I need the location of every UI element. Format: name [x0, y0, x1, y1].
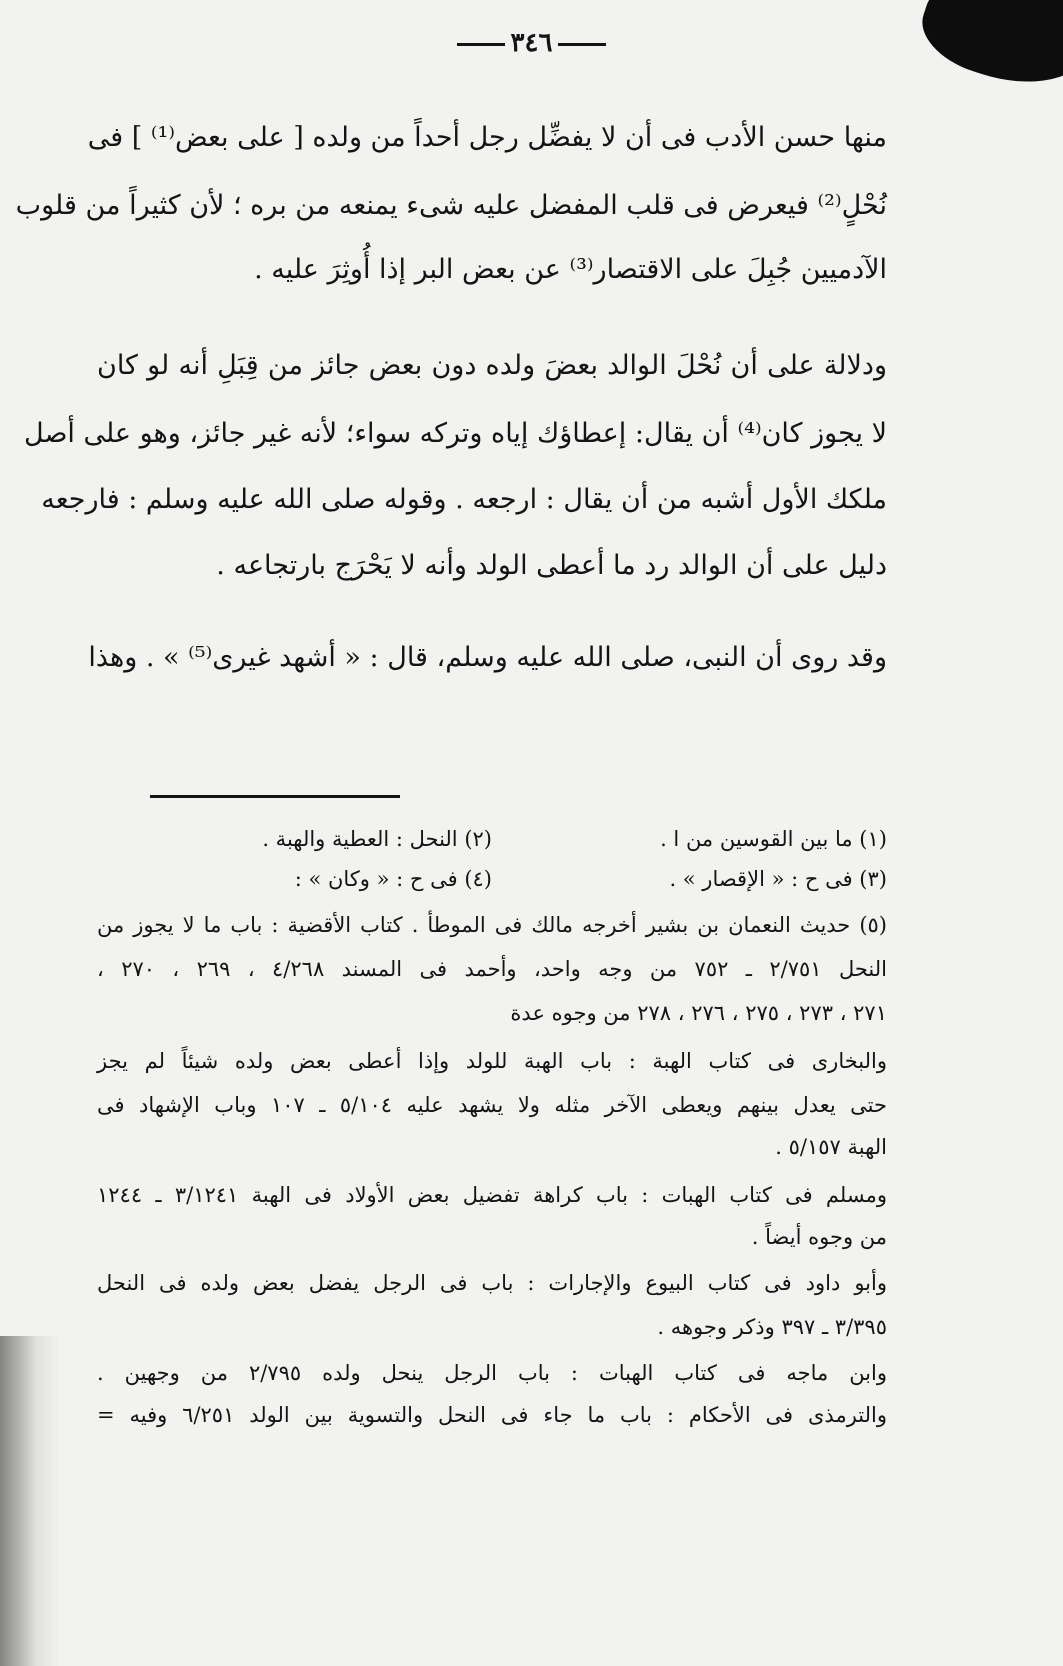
- main-line: ودلالة على أن نُحْلَ الوالد بعضَ ولده دون بعض جائز من قِبَلِ أنه لو كان: [97, 350, 887, 381]
- footnote-line: النحل ٢/٧٥١ ـ ٧٥٢ من وجه واحد، وأحمد فى المسند ٤/٢٦٨ ، ٢٦٩ ، ٢٧٠ ،: [97, 957, 887, 981]
- footnote-row: [97, 822, 887, 856]
- footnote-line: والترمذى فى الأحكام : باب ما جاء فى النحل والتسوية بين الولد ٦/٢٥١ وفيه =: [97, 1403, 887, 1427]
- footnote-line: من وجوه أيضاً .: [751, 1225, 887, 1249]
- main-line: دليل على أن الوالد رد ما أعطى الولد وأنه لا يَحْرَج بارتجاعه .: [216, 550, 887, 581]
- footnote-row: [97, 862, 887, 896]
- footnote-line: ومسلم فى كتاب الهبات : باب كراهة تفضيل بعض الأولاد فى الهبة ٣/١٢٤١ ـ ١٢٤٤: [97, 1183, 887, 1207]
- footnote-3: (٣) فى ح : « الإقصار » .: [669, 867, 887, 891]
- footnote-line: ٢٧١ ، ٢٧٣ ، ٢٧٥ ، ٢٧٦ ، ٢٧٨ من وجوه عدة: [510, 1001, 887, 1025]
- footnote-separator: [150, 795, 400, 798]
- footnote-line: وابن ماجه فى كتاب الهبات : باب الرجل ينحل ولده ٢/٧٩٥ من وجهين .: [97, 1361, 887, 1385]
- main-line: منها حسن الأدب فى أن لا يفضِّل رجل أحداً من ولده [ على بعض⁽¹⁾ ] فى: [87, 122, 887, 153]
- footnote-2: (٢) النحل : العطية والهبة .: [262, 827, 492, 851]
- footnote-line: الهبة ٥/١٥٧ .: [775, 1135, 887, 1159]
- scan-edge-shadow: [0, 1336, 60, 1666]
- page-number: [0, 28, 1063, 58]
- footnote-4: (٤) فى ح : « وكان » :: [294, 867, 492, 891]
- footnote-line: وأبو داود فى كتاب البيوع والإجارات : باب فى الرجل يفضل بعض ولده فى النحل: [97, 1271, 887, 1295]
- main-line: لا يجوز كان⁽⁴⁾ أن يقال: إعطاؤك إياه وتركه سواء؛ لأنه غير جائز، وهو على أصل: [24, 418, 887, 449]
- main-line: ملكك الأول أشبه من أن يقال : ارجعه . وقوله صلى الله عليه وسلم : فارجعه: [41, 484, 887, 515]
- footnote-line: (٥) حديث النعمان بن بشير أخرجه مالك فى الموطأ . كتاب الأقضية : باب ما لا يجوز من: [97, 913, 887, 937]
- main-line: نُحْلٍ⁽²⁾ فيعرض فى قلب المفضل عليه شىء يمنعه من بره ؛ لأن كثيراً من قلوب: [15, 190, 887, 221]
- footnote-line: والبخارى فى كتاب الهبة : باب الهبة للولد وإذا أعطى بعض ولده شيئاً لم يجز: [97, 1049, 887, 1073]
- footnote-line: ٣/٣٩٥ ـ ٣٩٧ وذكر وجوهه .: [657, 1315, 887, 1339]
- footnote-line: حتى يعدل بينهم ويعطى الآخر مثله ولا يشهد عليه ٥/١٠٤ ـ ١٠٧ وباب الإشهاد فى: [97, 1093, 887, 1117]
- main-line: الآدميين جُبِلَ على الاقتصار⁽³⁾ عن بعض البر إذا أُوثِرَ عليه .: [254, 254, 887, 285]
- page-number-text: ٣٤٦: [510, 28, 553, 58]
- footnote-1: (١) ما بين القوسين من ا .: [660, 827, 887, 851]
- main-line: وقد روى أن النبى، صلى الله عليه وسلم، قال : « أشهد غيرى⁽⁵⁾ » . وهذا: [88, 642, 887, 673]
